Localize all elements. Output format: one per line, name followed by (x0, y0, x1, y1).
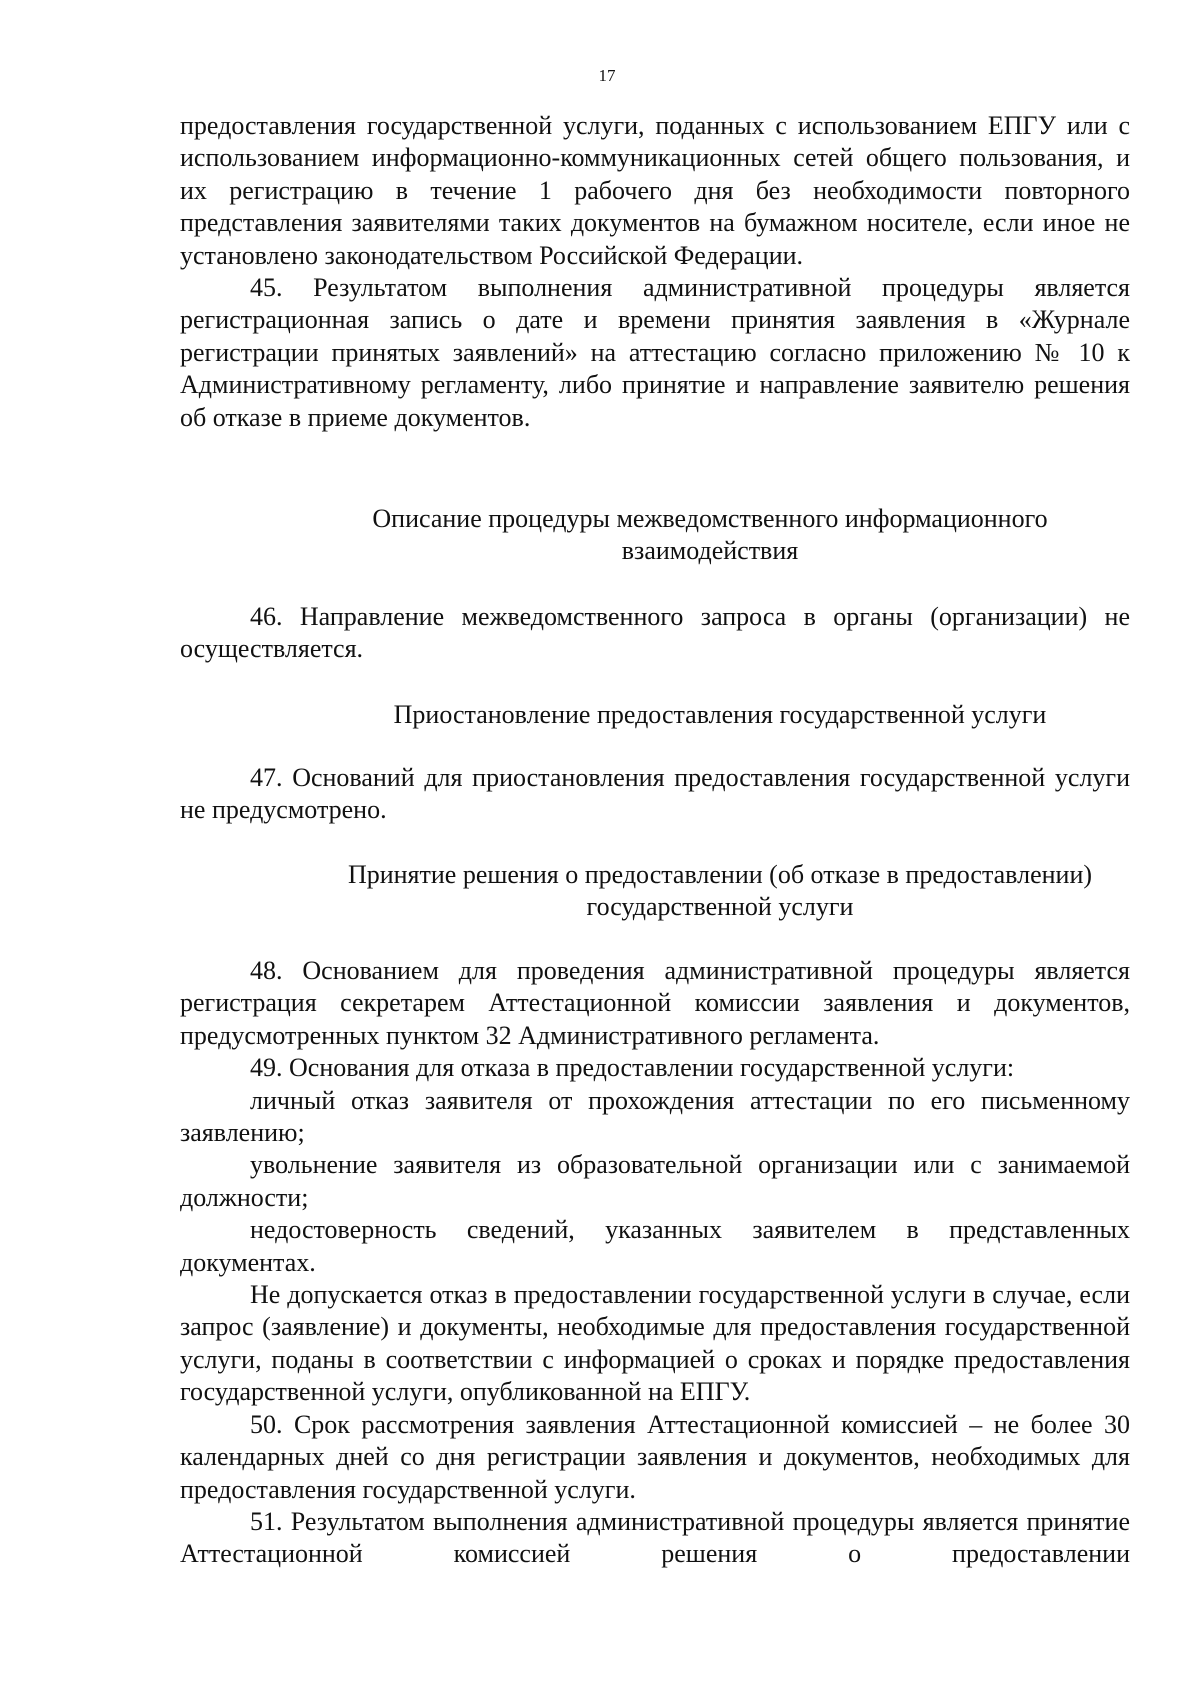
list-item-refusal-reason: увольнение заявителя из образовательной организации или с занимаемой должности; (180, 1150, 1130, 1212)
paragraph-refusal-not-allowed: Не допускается отказ в предоставлении государственной услуги в случае, если запрос (заявление) и документы, необходимые для предоставления государственной услуги, поданы в соответствии с информацией о сроках и порядке предоставления государственной услуги, опубликованной на ЕПГУ. (180, 1280, 1130, 1407)
paragraph-46: 46. Направление межведомственного запроса в органы (организации) не осуществляется. (180, 602, 1130, 664)
text-block-suspension (180, 762, 1130, 827)
paragraph-48: 48. Основанием для проведения административной процедуры является регистрация секретарем Аттестационной комиссии заявления и документов, предусмотренных пунктом 32 Административного регламента. (180, 956, 1130, 1050)
paragraph-47: 47. Оснований для приостановления предоставления государственной услуги не предусмотрено. (180, 763, 1130, 825)
section-heading-line: взаимодействия (621, 536, 799, 566)
section-heading-line: Описание процедуры межведомственного информационного (372, 504, 1048, 533)
page-number: 17 (598, 66, 616, 85)
section-heading-line: Принятие решения о предоставлении (об отказе в предоставлении) (347, 860, 1093, 889)
section-heading-line: Приостановление предоставления государственной услуги (393, 700, 1047, 729)
paragraph-45: 45. Результатом выполнения административной процедуры является регистрационная запись о дате и времени принятия заявления в «Журнале регистрации принятых заявлений» на аттестацию согласно приложению № 10 к Административному регламенту, либо принятие и направление заявителю решения об отказе в приеме документов. (180, 273, 1130, 432)
paragraph-49: 49. Основания для отказа в предоставлении государственной услуги: (250, 1053, 1015, 1083)
list-item-refusal-reason: недостоверность сведений, указанных заявителем в представленных документах. (180, 1215, 1130, 1277)
list-item-refusal-reason: личный отказ заявителя от прохождения аттестации по его письменному заявлению; (180, 1085, 1130, 1148)
section-heading-line: государственной услуги (586, 892, 854, 922)
paragraph-continuation: предоставления государственной услуги, поданных с использованием ЕПГУ или с использованием информационно-коммуникационных сетей общего пользования, и их регистрацию в течение 1 рабочего дня без необходимости повторного представления заявителями таких документов на бумажном носителе, если иное не установлено законодательством Российской Федерации. (180, 111, 1130, 270)
text-block-procedure-registration (180, 110, 1130, 434)
text-block-interagency (180, 601, 1130, 666)
section-heading-suspension (180, 699, 1200, 731)
text-block-decision (180, 955, 1130, 1571)
section-heading-interagency (240, 503, 1180, 568)
section-heading-decision (180, 859, 1200, 924)
paragraph-50: 50. Срок рассмотрения заявления Аттестационной комиссией – не более 30 календарных дней со дня регистрации заявления и документов, необходимых для предоставления государственной услуги. (180, 1409, 1130, 1504)
paragraph-51: 51. Результатом выполнения административной процедуры является принятие Аттестационной комиссией решения о предоставлении (180, 1506, 1130, 1569)
